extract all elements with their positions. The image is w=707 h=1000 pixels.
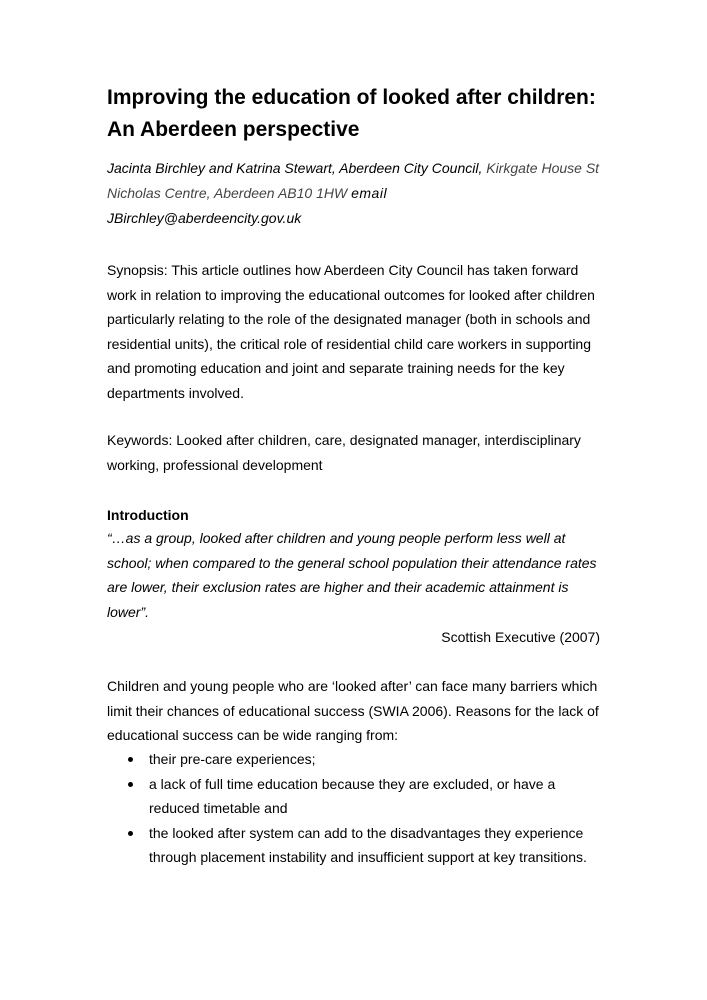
address-line-2: , Aberdeen AB10 1HW: [206, 185, 348, 201]
list-item: [107, 821, 607, 870]
article-title: Improving the education of looked after children: An Aberdeen perspective: [107, 86, 596, 141]
bullet-icon: [128, 757, 133, 762]
author-block: [107, 156, 627, 231]
list-item-text: their pre-care experiences;: [149, 751, 316, 767]
quote-citation: Scottish Executive (2007): [441, 629, 600, 645]
list-item-text: the looked after system can add to the disadvantages they experience through placement instability and insufficient support at key transitions.: [149, 824, 587, 865]
keywords-paragraph: Keywords: Looked after children, care, designated manager, interdisciplinary working, professional development: [107, 432, 581, 473]
address-line-1: Kirkgate House St Nicholas Centre: [107, 160, 600, 201]
list-item: [107, 772, 607, 821]
email-label: email: [351, 185, 388, 201]
author-names: Jacinta Birchley and Katrina Stewart, Aberdeen City Council,: [107, 160, 483, 176]
bullet-icon: [128, 831, 133, 836]
synopsis-paragraph: Synopsis: This article outlines how Aberdeen City Council has taken forward work in relation to improving the educational outcomes for looked after children particularly relating to the role of the designated manager (both in schools and residential units), the critical role of residential child care workers in supporting and promoting education and joint and separate training needs for the key departments involved.: [107, 262, 595, 401]
list-item: [107, 747, 607, 772]
introduction-quote: “…as a group, looked after children and young people perform less well at school; when compared to the general school population their attendance rates are lower, their exclusion rates are higher and their academic attainment is lower”.: [107, 530, 597, 620]
bullet-icon: [128, 782, 133, 787]
introduction-heading: Introduction: [107, 507, 189, 523]
list-item-text: a lack of full time education because they are excluded, or have a reduced timetable and: [149, 775, 556, 816]
email-address[interactable]: JBirchley@aberdeencity.gov.uk: [107, 210, 302, 226]
reasons-list: [107, 747, 607, 870]
introduction-paragraph: Children and young people who are ‘looked after’ can face many barriers which limit their chances of educational success (SWIA 2006). Reasons for the lack of educational success can be wide ranging from:: [107, 678, 599, 743]
